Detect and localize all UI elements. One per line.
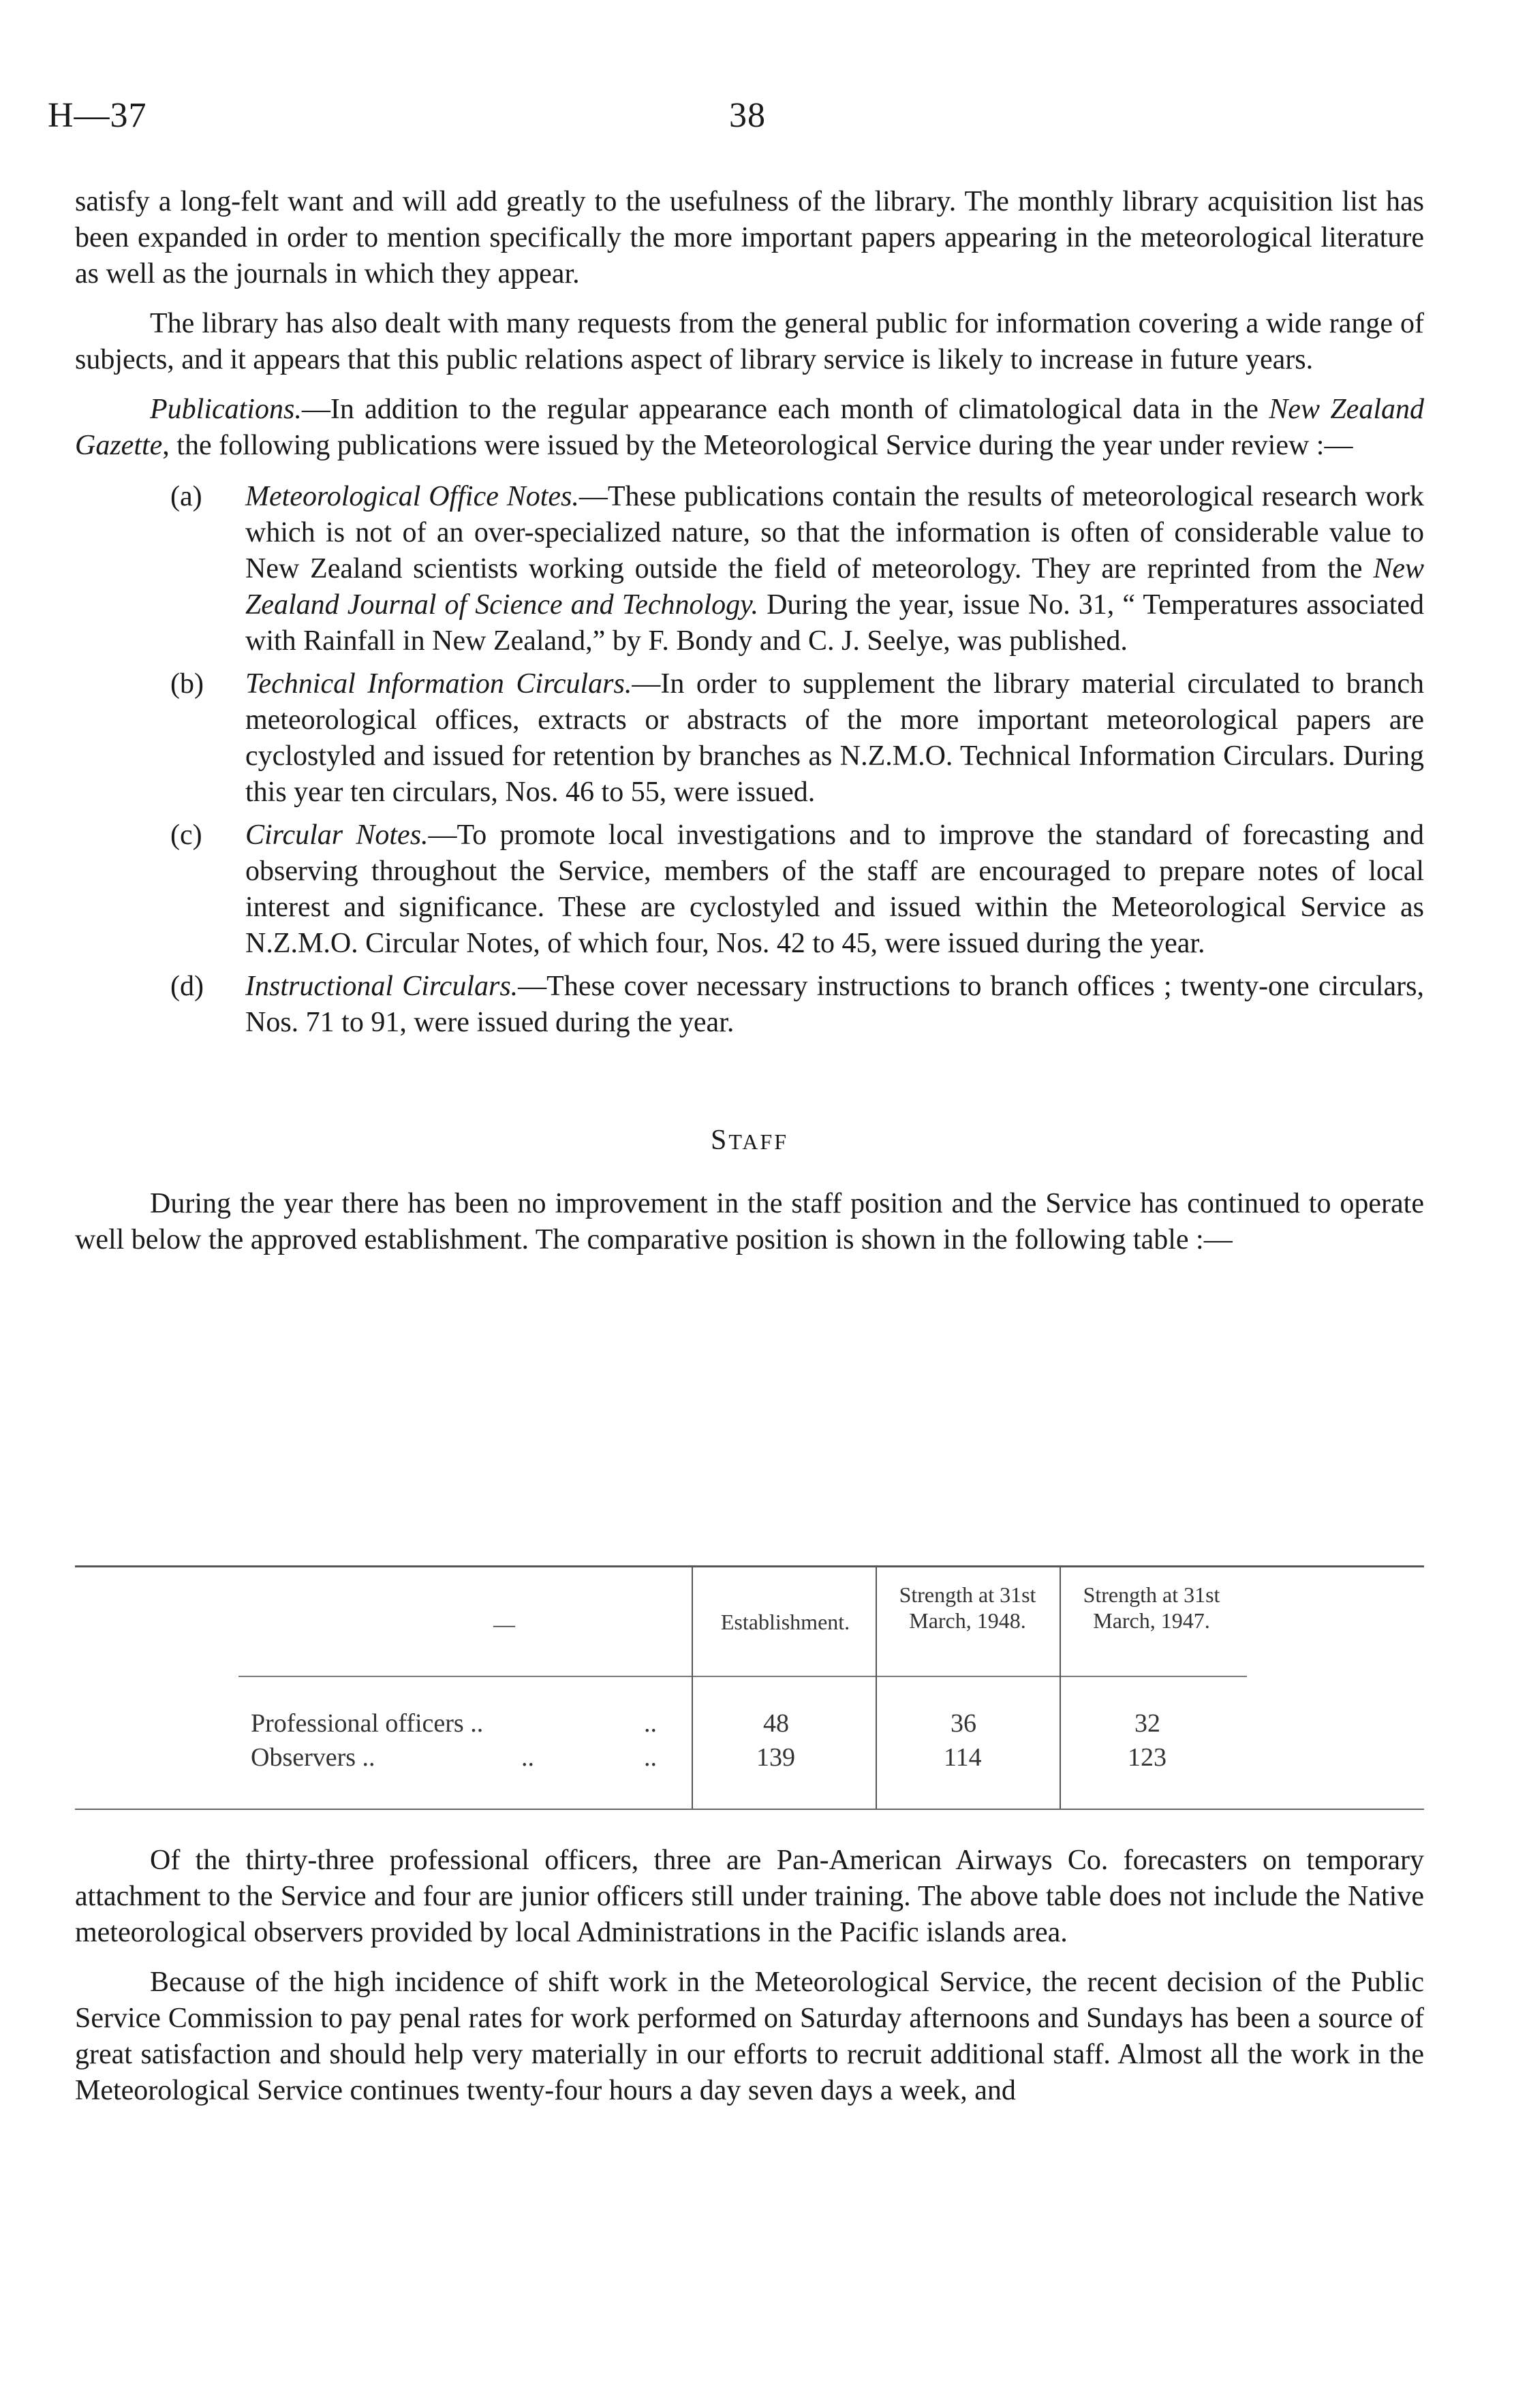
table-divider: [1060, 1567, 1061, 1809]
table-cell: 32: [1134, 1709, 1160, 1738]
page-number: 38: [729, 96, 766, 135]
table-cell: 114: [944, 1743, 982, 1772]
list-item: (a) Meteorological Office Notes.—These publications contain the results of meteorological research work which is not of an over-specialized nature, so that the information is often of considerable value to New Zealand scientists working outside the field of meteorology. They are reprinted from the New Zealand Journal of Science and Technology. During the year, issue No. 31, “ Temperatures associated with Rainfall in New Zealand,” by F. Bondy and C. J. Seelye, was published.: [170, 481, 1425, 657]
table-bottom-rule: [75, 1809, 1424, 1810]
table-cell: 36: [951, 1709, 976, 1738]
table-cell: 123: [1128, 1743, 1167, 1772]
body-text-after-table: [75, 1843, 1424, 2109]
table-header-rule: [238, 1676, 1247, 1677]
table-divider: [876, 1567, 877, 1809]
paragraph-publications: Publications.—In addition to the regular appearance each month of climatological data in the New Zealand Gazette, the following publications were issued by the Meteorological Service during the year under review :—: [75, 394, 1424, 461]
table-divider: [692, 1567, 693, 1809]
table-header-1948: Strength at 31st March, 1948.: [899, 1582, 1036, 1633]
paragraph-continued: satisfy a long-felt want and will add greatly to the usefulness of the library. The monthly library acquisition list has been expanded in order to mention specifically the more important papers appearing in the meteorological literature as well as the journals in which they appear.: [75, 186, 1424, 290]
table-header-establishment: Establishment.: [720, 1610, 850, 1634]
section-title-staff: STAFF: [710, 1125, 789, 1156]
list-item: (b) Technical Information Circulars.—In order to supplement the library material circulated to branch meteorological offices, extracts or abstracts of the more important meteorological papers are cyclostyled and issued for retention by branches as N.Z.M.O. Technical Information Circulars. During this year ten circulars, Nos. 46 to 55, were issued.: [170, 668, 1424, 808]
paragraph-library: The library has also dealt with many requests from the general public for information covering a wide range of subjects, and it appears that this public relations aspect of library service is likely to increase in future years.: [75, 308, 1424, 375]
paragraph-professional-officers: Of the thirty-three professional officers, three are Pan-American Airways Co. forecasters on temporary attachment to the Service and four are junior officers still under training. The above table does not include the Native meteorological observers provided by local Administrations in the Pacific islands area.: [75, 1845, 1424, 1948]
table-row-dots: ..: [644, 1743, 657, 1772]
list-item: (d) Instructional Circulars.—These cover necessary instructions to branch offices ; twenty-one circulars, Nos. 71 to 91, were issued during the year.: [170, 971, 1424, 1038]
table-header-1947: Strength at 31st March, 1947.: [1083, 1582, 1220, 1633]
body-text: [75, 184, 1424, 1258]
table-cell: 139: [756, 1743, 795, 1772]
table-row-dots: ..: [644, 1709, 657, 1738]
table-cell: 48: [763, 1709, 789, 1738]
table-top-rule: [75, 1565, 1424, 1567]
gazette-title: New Zealand Gazette: [75, 394, 1424, 461]
table-row-dots: ..: [521, 1743, 534, 1772]
publications-heading: Publications.: [150, 394, 302, 425]
table-row-label: Observers ..: [251, 1743, 375, 1772]
list-item: (c) Circular Notes.—To promote local investigations and to improve the standard of forecasting and observing throughout the Service, members of the staff are encouraged to prepare notes of local interest and significance. These are cyclostyled and issued within the Meteorological Service as N.Z.M.O. Circular Notes, of which four, Nos. 42 to 45, were issued during the year.: [170, 819, 1424, 959]
document-code: H—37: [48, 96, 147, 135]
paragraph-shift-work: Because of the high incidence of shift work in the Meteorological Service, the recent decision of the Public Service Commission to pay penal rates for work performed on Saturday afternoons and Sundays has been a source of great satisfaction and should help very materially in our efforts to recruit additional staff. Almost all the work in the Meteorological Service continues twenty-four hours a day seven days a week, and: [75, 1967, 1424, 2106]
table-header-dash: —: [493, 1612, 515, 1636]
publications-list: [75, 479, 1424, 1041]
table-row-label: Professional officers ..: [251, 1709, 484, 1738]
paragraph-staff-intro: During the year there has been no improvement in the staff position and the Service has continued to operate well below the approved establishment. The comparative position is shown in the following table :—: [75, 1188, 1424, 1255]
